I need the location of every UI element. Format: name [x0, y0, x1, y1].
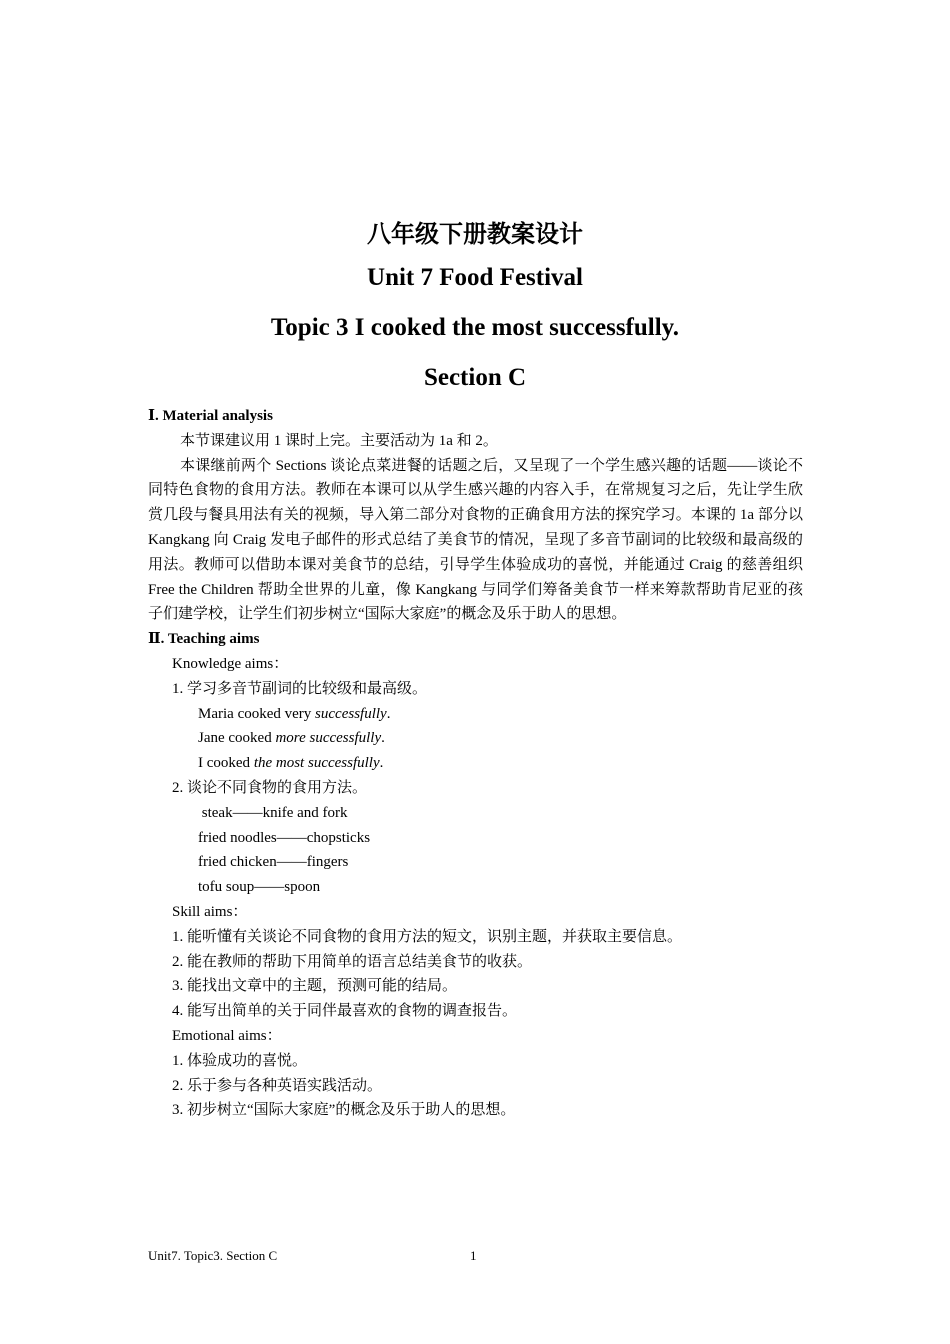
example-sentence [148, 726, 803, 751]
skill-aim: 3. 能找出文章中的主题，预测可能的结局。 [172, 978, 458, 995]
emotional-aims-label: Emotional aims： [172, 1027, 282, 1044]
emotional-aim: 3. 初步树立“国际大家庭”的概念及乐于助人的思想。 [172, 1102, 516, 1119]
example-emphasis: more successfully [275, 730, 382, 747]
document-body [148, 404, 803, 1123]
topic-title: Topic 3 I cooked the most successfully. [270, 314, 680, 341]
example-sentence [148, 702, 803, 727]
teaching-aims-heading: Ⅱ. Teaching aims [148, 631, 260, 648]
skill-aims-label: Skill aims： [172, 903, 248, 920]
knowledge-aims-label: Knowledge aims： [172, 655, 289, 672]
page-number: 1 [470, 1248, 477, 1263]
material-analysis-heading: Ⅰ. Material analysis [148, 408, 273, 424]
section-title: Section C [423, 364, 527, 391]
footer-label: Unit7. Topic3. Section C [148, 1248, 278, 1263]
material-analysis-para-1: 本节课建议用 1 课时上完。主要活动为 1a 和 2。 [180, 432, 498, 449]
example-text: Jane cooked [198, 730, 276, 747]
unit-title: Unit 7 Food Festival [367, 264, 583, 291]
example-emphasis: the most successfully [253, 755, 380, 772]
food-utensil-pair: fried noodles——chopsticks [198, 829, 371, 846]
knowledge-aim-1: 1. 学习多音节副词的比较级和最高级。 [172, 680, 428, 697]
material-analysis-para-2: 本课继前两个 Sections 谈论点菜进餐的话题之后，又呈现了一个学生感兴趣的话题——谈论不同特色食物的食用方法。教师在本课可以从学生感兴趣的内容入手，在常规复习之后，先让学生欣赏几段与餐具用法有关的视频，导入第二部分对食物的正确食用方法的探究学习。本课的 1a 部分以 Kangkang 向 Craig 发电子邮件的形式总结了美食节的情况，呈现了多音节副词的比较级和最高级的用法。教师可以借助本课对美食节的总结，引导学生体验成功的喜悦，并能通过 Craig 的慈善组织 Free the Children 帮助全世界的儿童，像 Kangkang 与同学们筹备美食节一样来筹款帮助肯尼亚的孩子们建学校，让学生们初步树立“国际大家庭”的概念及乐于助人的思想。 [148, 457, 803, 623]
skill-aim: 1. 能听懂有关谈论不同食物的食用方法的短文，识别主题，并获取主要信息。 [172, 928, 683, 945]
example-text: Maria cooked very [198, 705, 316, 722]
knowledge-aim-2: 2. 谈论不同食物的食用方法。 [172, 779, 368, 796]
example-punct: . [386, 705, 391, 722]
example-text: I cooked [198, 755, 254, 772]
skill-aim: 4. 能写出简单的关于同伴最喜欢的食物的调查报告。 [172, 1003, 518, 1020]
example-sentence [148, 751, 803, 776]
example-emphasis: successfully [315, 705, 387, 722]
example-punct: . [381, 730, 385, 747]
emotional-aim: 2. 乐于参与各种英语实践活动。 [172, 1077, 383, 1094]
skill-aim: 2. 能在教师的帮助下用简单的语言总结美食节的收获。 [172, 953, 533, 970]
food-utensil-pair: steak——knife and fork [198, 804, 348, 821]
food-utensil-pair: tofu soup——spoon [198, 879, 321, 896]
emotional-aim: 1. 体验成功的喜悦。 [172, 1052, 308, 1069]
example-punct: . [379, 755, 384, 772]
food-utensil-pair: fried chicken——fingers [198, 854, 349, 871]
document-title-cn: 八年级下册教案设计 [367, 220, 583, 248]
